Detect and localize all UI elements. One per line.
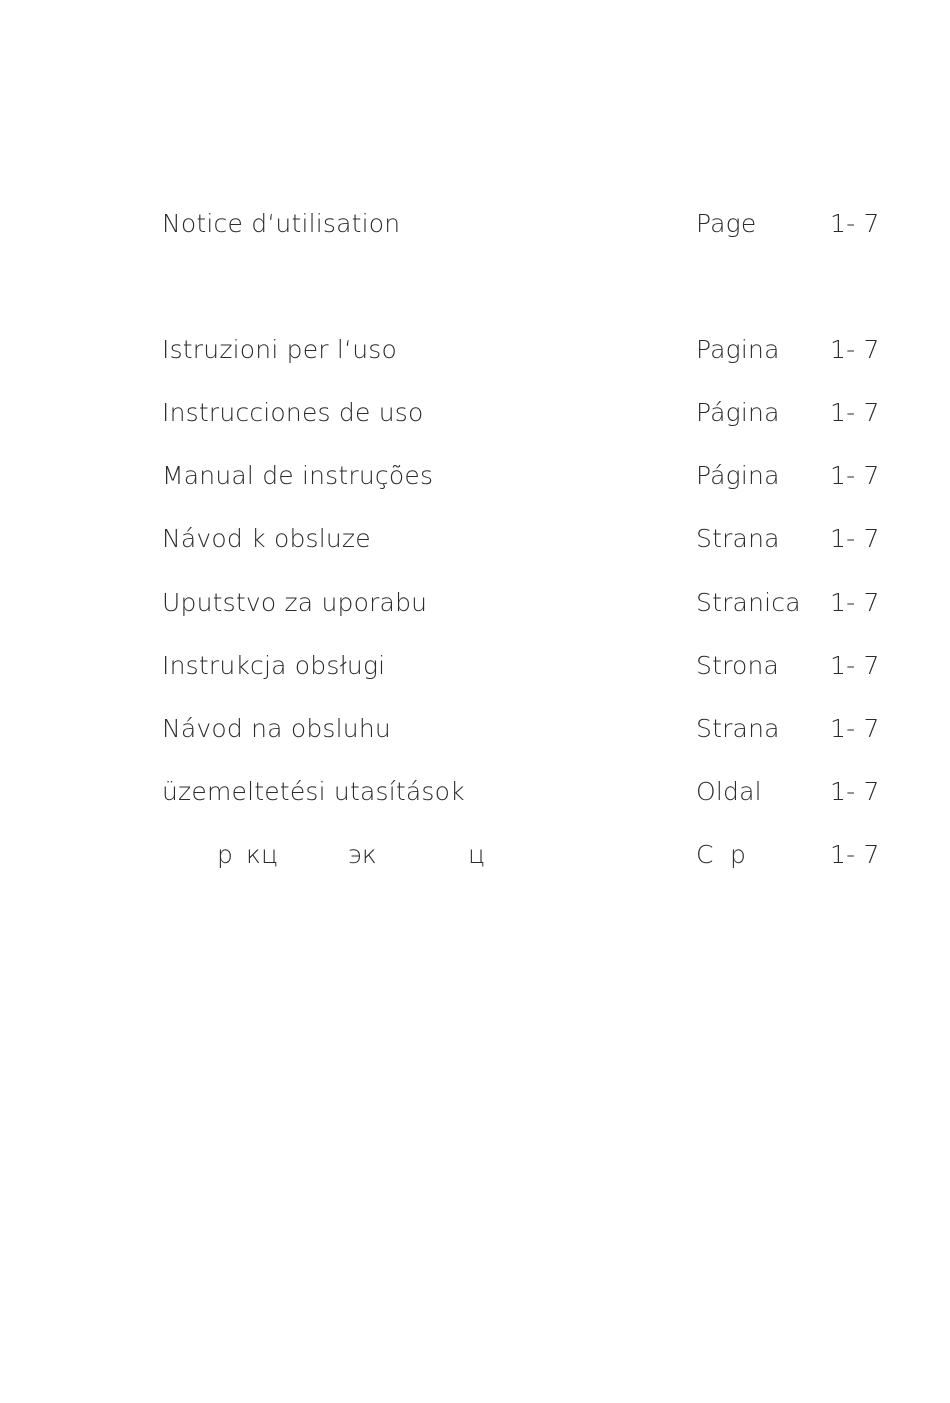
page-range: 1- 7	[830, 651, 880, 680]
title-fragment: ц	[468, 840, 486, 869]
manual-title: Uputstvo za uporabu	[162, 588, 428, 617]
page-label: Página	[696, 398, 780, 427]
page-label: Strona	[696, 651, 780, 680]
index-row-french	[0, 206, 950, 242]
manual-title: Návod k obsluze	[162, 524, 371, 553]
page-range: 1- 7	[830, 461, 880, 490]
page-label: Strana	[696, 714, 780, 743]
title-fragment: р	[217, 840, 234, 869]
page-range: 1- 7	[830, 840, 880, 869]
page-label: Página	[696, 461, 780, 490]
index-row-italian	[0, 332, 950, 368]
manual-title: Návod na obsluhu	[162, 714, 391, 743]
page-label: С р	[696, 840, 747, 869]
index-row-polish	[0, 648, 950, 684]
manual-title: Instrukcja obsługi	[162, 651, 386, 680]
page-label: Strana	[696, 524, 780, 553]
page-label: Page	[696, 209, 757, 238]
index-row-croatian	[0, 585, 950, 621]
index-row-hungarian	[0, 774, 950, 810]
page-label: Pagina	[696, 335, 780, 364]
page-range: 1- 7	[830, 524, 880, 553]
manual-title: Instrucciones de uso	[162, 398, 424, 427]
page-range: 1- 7	[830, 588, 880, 617]
index-row-spanish	[0, 395, 950, 431]
index-row-russian	[0, 837, 950, 873]
page-range: 1- 7	[830, 335, 880, 364]
title-fragment: эк	[348, 840, 377, 869]
manual-title: üzemeltetési utasítások	[162, 777, 465, 806]
page-range: 1- 7	[830, 398, 880, 427]
page-range: 1- 7	[830, 209, 880, 238]
page-range: 1- 7	[830, 777, 880, 806]
index-row-slovak	[0, 711, 950, 747]
title-fragment: кц	[246, 840, 279, 869]
index-row-portuguese	[0, 458, 950, 494]
manual-title: Manual de instruções	[162, 461, 434, 490]
page-label: Stranica	[696, 588, 801, 617]
index-row-czech	[0, 521, 950, 557]
manual-title: Istruzioni per l‘uso	[162, 335, 397, 364]
page-label: Oldal	[696, 777, 762, 806]
page-range: 1- 7	[830, 714, 880, 743]
manual-title: Notice d‘utilisation	[162, 209, 401, 238]
